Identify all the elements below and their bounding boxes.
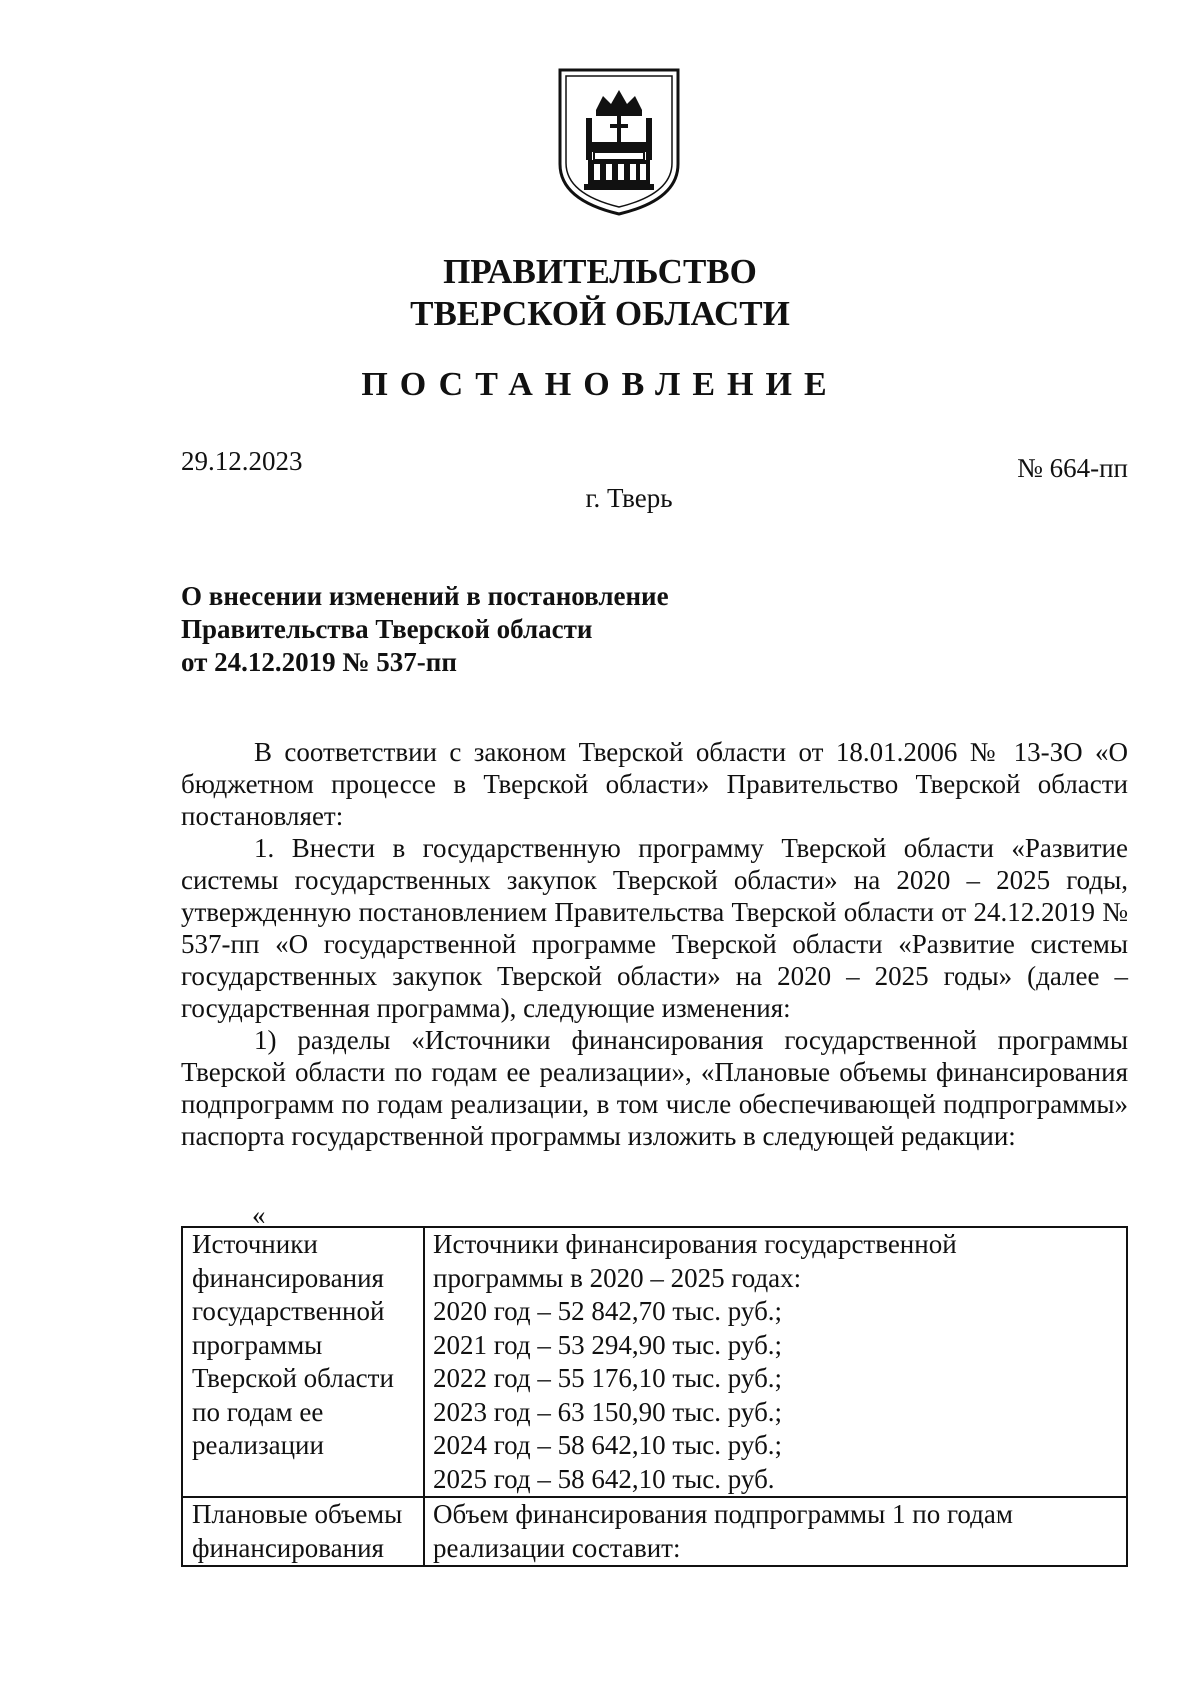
label-line: финансирования bbox=[192, 1532, 384, 1563]
body-paragraph-subitem-1: 1) разделы «Источники финансирования государственной программы Тверской области по годам ее реализации», «Плановые объемы финансирования подпрограмм по годам реализации, в том числе обеспечивающей подпрограммы» паспорта государственной программы изложить в следующей редакции: bbox=[181, 1025, 1128, 1151]
label-line: по годам ее bbox=[192, 1396, 324, 1427]
subject-line: Правительства Тверской области bbox=[181, 614, 593, 644]
table-row bbox=[182, 1227, 1127, 1497]
document-body bbox=[181, 736, 1128, 1152]
value-lines bbox=[433, 1498, 1118, 1565]
label-line: Плановые объемы bbox=[192, 1499, 403, 1529]
table-cell-value bbox=[424, 1227, 1127, 1497]
value-line: 2020 год – 52 842,70 тыс. руб.; bbox=[433, 1296, 783, 1326]
value-line: 2023 год – 63 150,90 тыс. руб.; bbox=[433, 1396, 783, 1427]
table-cell-label bbox=[182, 1497, 424, 1566]
value-line: реализации составит: bbox=[433, 1532, 681, 1563]
label-line: государственной bbox=[192, 1296, 385, 1326]
value-line: 2021 год – 53 294,90 тыс. руб.; bbox=[433, 1329, 783, 1360]
label-line: финансирования bbox=[192, 1262, 384, 1293]
label-line: Источники bbox=[192, 1229, 318, 1259]
value-line: 2024 год – 58 642,10 тыс. руб.; bbox=[433, 1430, 783, 1460]
table-cell-value bbox=[424, 1497, 1127, 1566]
document-number: № 664-пп bbox=[1017, 453, 1128, 483]
label-lines bbox=[192, 1228, 415, 1463]
label-line: программы bbox=[192, 1329, 323, 1360]
opening-quote-mark: « bbox=[252, 1200, 266, 1230]
document-city: г. Тверь bbox=[585, 483, 673, 513]
value-line: 2022 год – 55 176,10 тыс. руб.; bbox=[433, 1363, 783, 1393]
document-type-title: ПОСТАНОВЛЕНИЕ bbox=[361, 366, 839, 403]
government-title-line2: ТВЕРСКОЙ ОБЛАСТИ bbox=[410, 294, 790, 333]
government-title-line1: ПРАВИТЕЛЬСТВО bbox=[443, 252, 757, 291]
value-line: Источники финансирования государственной bbox=[433, 1229, 957, 1259]
value-line: Объем финансирования подпрограммы 1 по годам bbox=[433, 1499, 1013, 1529]
label-line: Тверской области bbox=[192, 1363, 394, 1393]
body-paragraph-preamble: В соответствии с законом Тверской области от 18.01.2006 № 13-ЗО «О бюджетном процессе в Тверской области» Правительство Тверской области постановляет: bbox=[181, 737, 1128, 831]
table-row bbox=[182, 1497, 1127, 1566]
coat-of-arms-emblem bbox=[556, 68, 682, 216]
value-line: программы в 2020 – 2025 годах: bbox=[433, 1262, 802, 1293]
subject-line: от 24.12.2019 № 537-пп bbox=[181, 647, 457, 677]
label-lines bbox=[192, 1498, 415, 1565]
label-line: реализации bbox=[192, 1430, 324, 1460]
value-lines bbox=[433, 1228, 1118, 1496]
document-subject bbox=[181, 580, 821, 679]
document-date: 29.12.2023 bbox=[181, 446, 303, 476]
body-paragraph-item-1: 1. Внести в государственную программу Тверской области «Развитие системы государственных закупок Тверской области» на 2020 – 2025 годы, утвержденную постановлением Правительства Тверской области от 24.12.2019 № 537-пп «О государственной программе Тверской области «Развитие системы государственных закупок Тверской области» на 2020 – 2025 годы» (далее – государственная программа), следующие изменения: bbox=[181, 833, 1128, 1023]
financing-table bbox=[181, 1226, 1128, 1567]
subject-line: О внесении изменений в постановление bbox=[181, 581, 669, 611]
value-line: 2025 год – 58 642,10 тыс. руб. bbox=[433, 1463, 775, 1494]
table-cell-label bbox=[182, 1227, 424, 1497]
